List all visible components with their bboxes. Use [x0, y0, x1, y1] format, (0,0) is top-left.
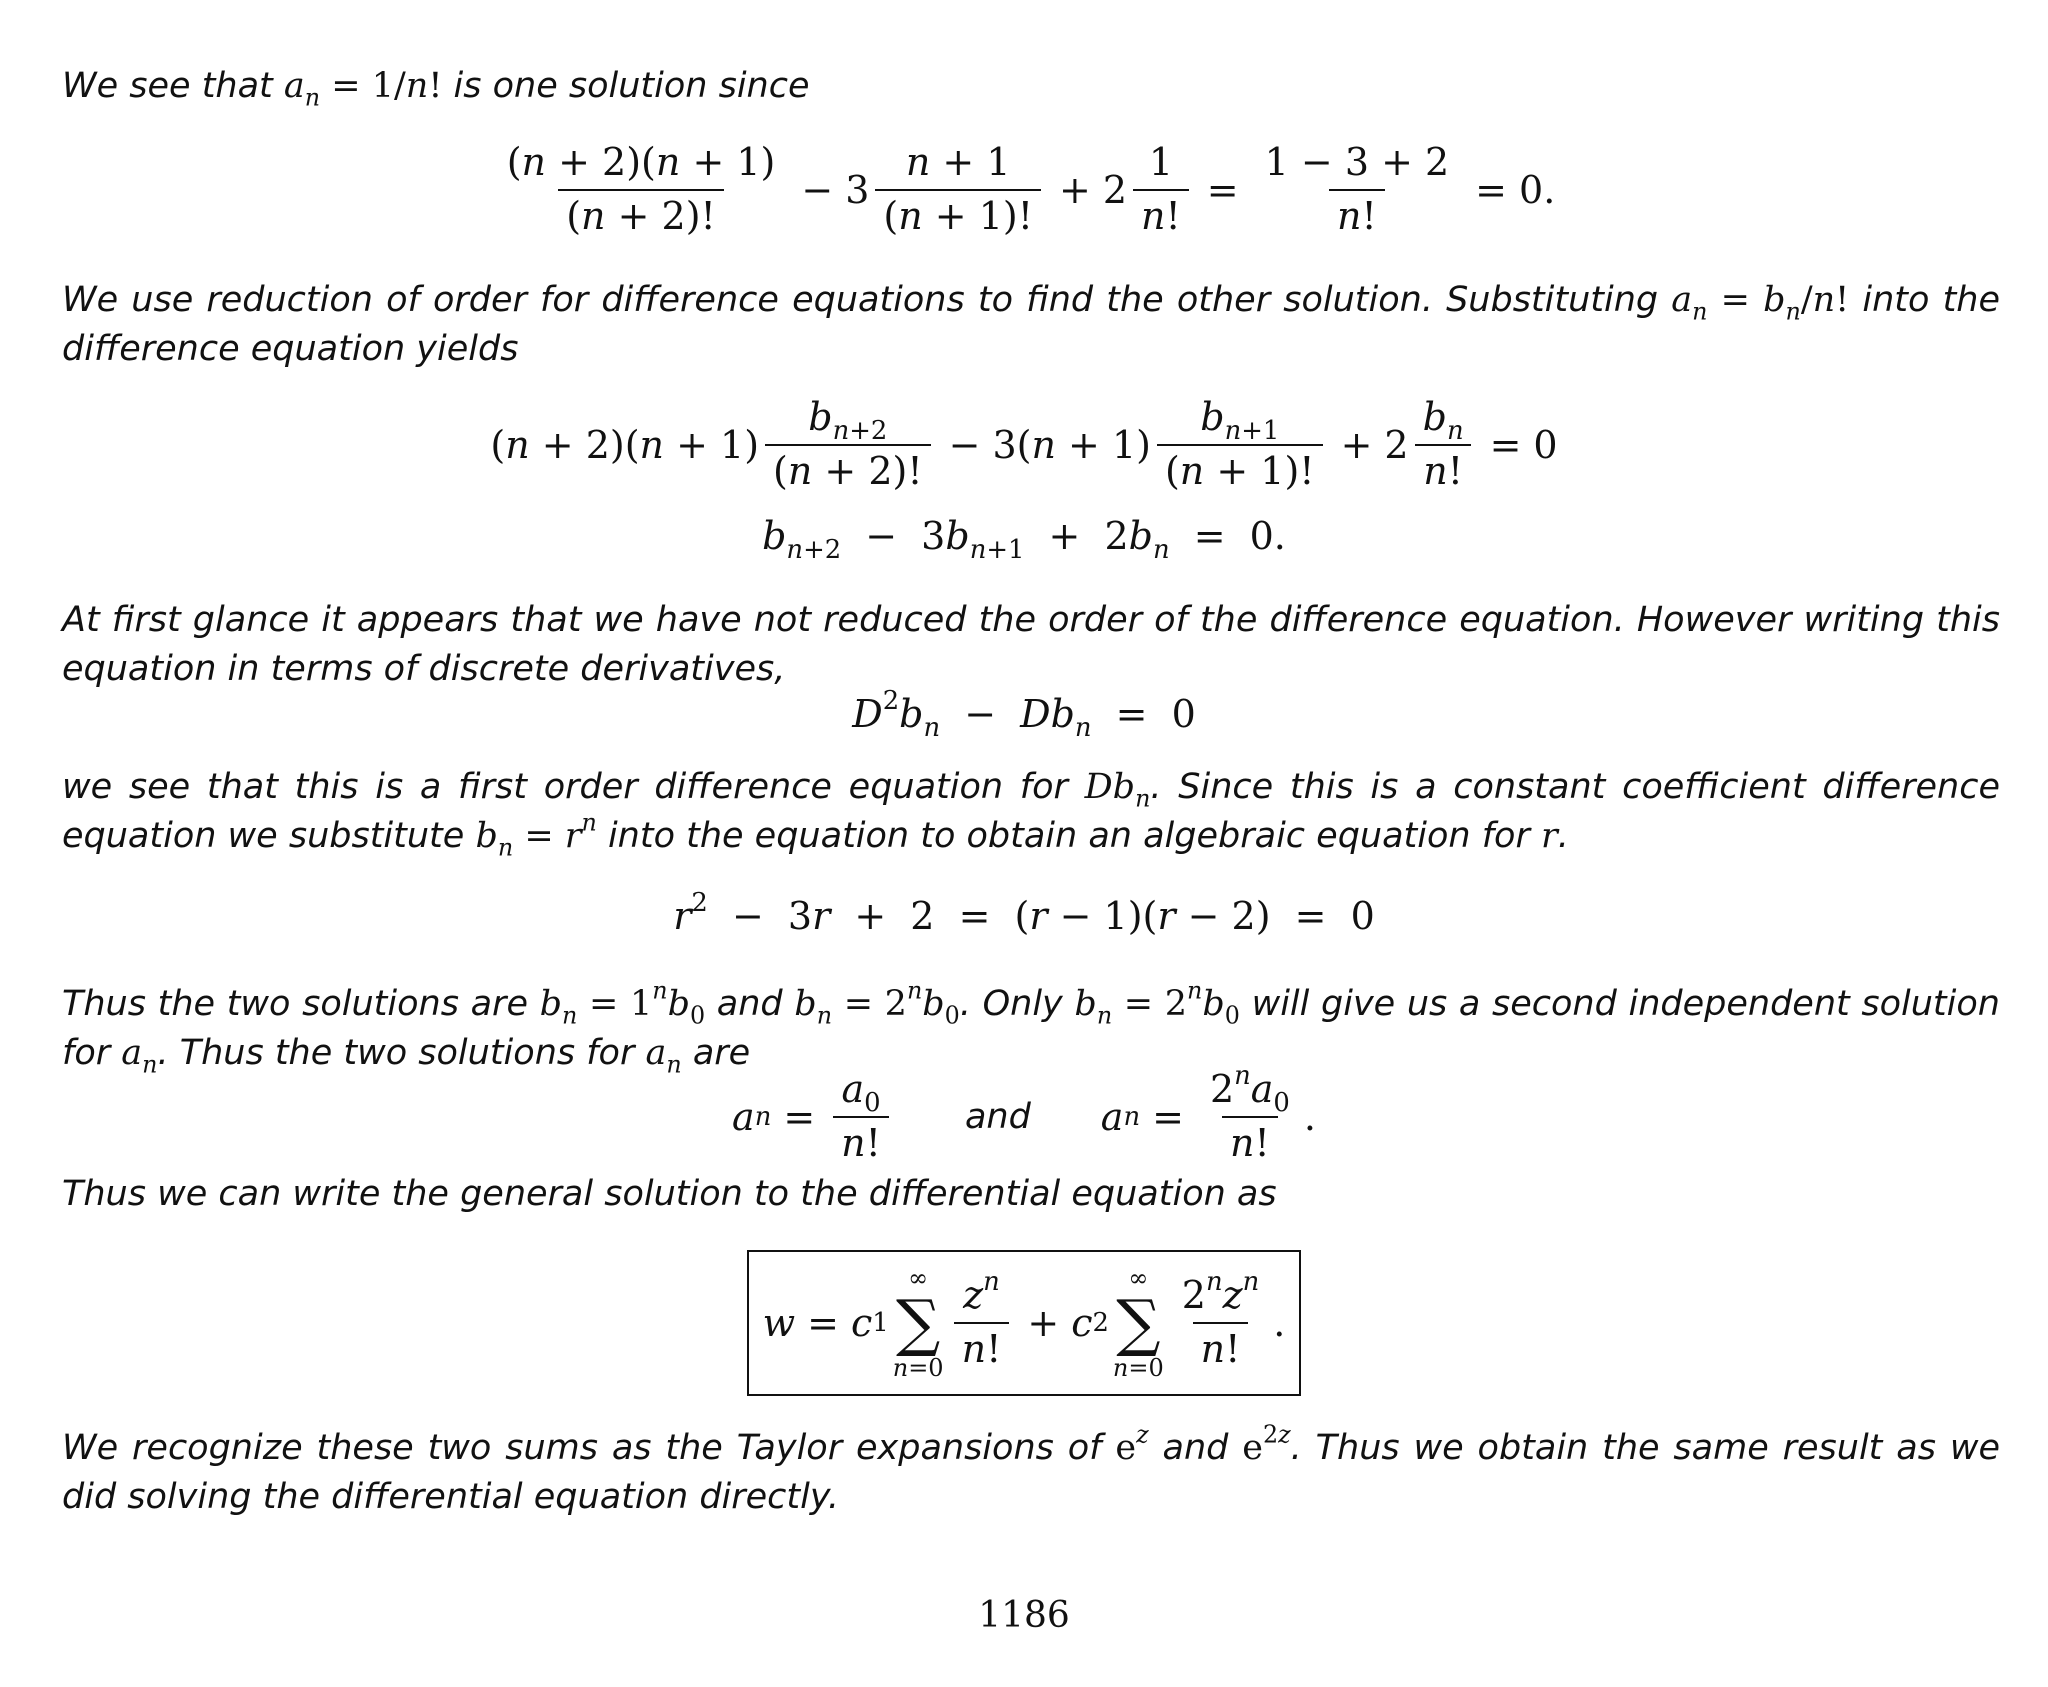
- inline-math: $a_n = 1/n$!: [283, 66, 443, 112]
- equation-4: $D^2b_n - Db_n = 0$: [852, 685, 1196, 744]
- equation-7-boxed: w = c 1 ∞ ∑ n=0 $\frac{z^n}{n!}$ + c 2 ∞ ∑ n=0 $\frac{2^nz^n}{n!}$ .: [0, 1250, 2048, 1396]
- paragraph-3: At first glance it appears that we have not reduced the order of the difference equation. However writing this equation in terms of discrete derivatives,: [62, 600, 2000, 689]
- paragraph-7: We recognize these two sums as the Taylor expansions of $e^z$ and $e^{2z}$. Thus we obtain the same result as we did solving the differential equation directly.: [62, 1420, 2000, 1517]
- equation-5: $r^2 - 3r + 2 = (r - 1)(r - 2) = 0$: [673, 887, 1375, 938]
- paragraph-2: We use reduction of order for difference equations to find the other solution. Substituting $a_n = b_n/n$! into the difference equation yields: [62, 280, 2001, 369]
- paragraph-4: we see that this is a first order difference equation for $Db_n$. Since this is a constant coefficient difference equation we substitute $b_n = r^n$ into the equation to obtain an algebraic equation for r.: [62, 767, 2000, 862]
- equation-2: ( n + 2)( n + 1) $\frac{b_{n+2}}{(n + 2)!}$ − 3( n + 1) $\frac{b_{n+1}}{(n + 1)!}$ + 2 $\frac{b_n}{n!}$ = 0: [490, 395, 1558, 493]
- paragraph-1: We see that $a_n = 1/n$! is one solution since: [62, 66, 810, 112]
- summation-2: ∞ ∑ n=0: [1112, 1264, 1164, 1382]
- summation-1: ∞ ∑ n=0: [892, 1264, 944, 1382]
- inline-math: $a_n = b_n/n$!: [1671, 280, 1850, 326]
- equation-6: a n = $\frac{a_0}{n!}$ and a n = $\frac{2^na_0}{n!}$ .: [732, 1060, 1316, 1165]
- page-number: 1186: [978, 1595, 1070, 1636]
- equation-1: $\frac{(n + 2)(n + 1)}{(n + 2)!}$ − 3 $\frac{n + 1}{(n + 1)!}$ + 2 $\frac{1}{n!}$ = $\frac{1 - 3 + 2}{n!}$ = 0.: [506, 140, 1556, 238]
- paragraph-5: Thus the two solutions are $b_n = 1^nb_0$ and $b_n = 2^nb_0$. Only $b_n = 2^nb_0$ will give us a second independent solution for $a_n$. Thus the two solutions for $a_n$ are: [62, 976, 2000, 1079]
- equation-3: $b_{n+2} - 3b_{n+1} + 2b_n = 0$.: [762, 514, 1286, 566]
- and-word: and: [964, 1096, 1031, 1137]
- paragraph-6: Thus we can write the general solution to the differential equation as: [62, 1174, 1277, 1214]
